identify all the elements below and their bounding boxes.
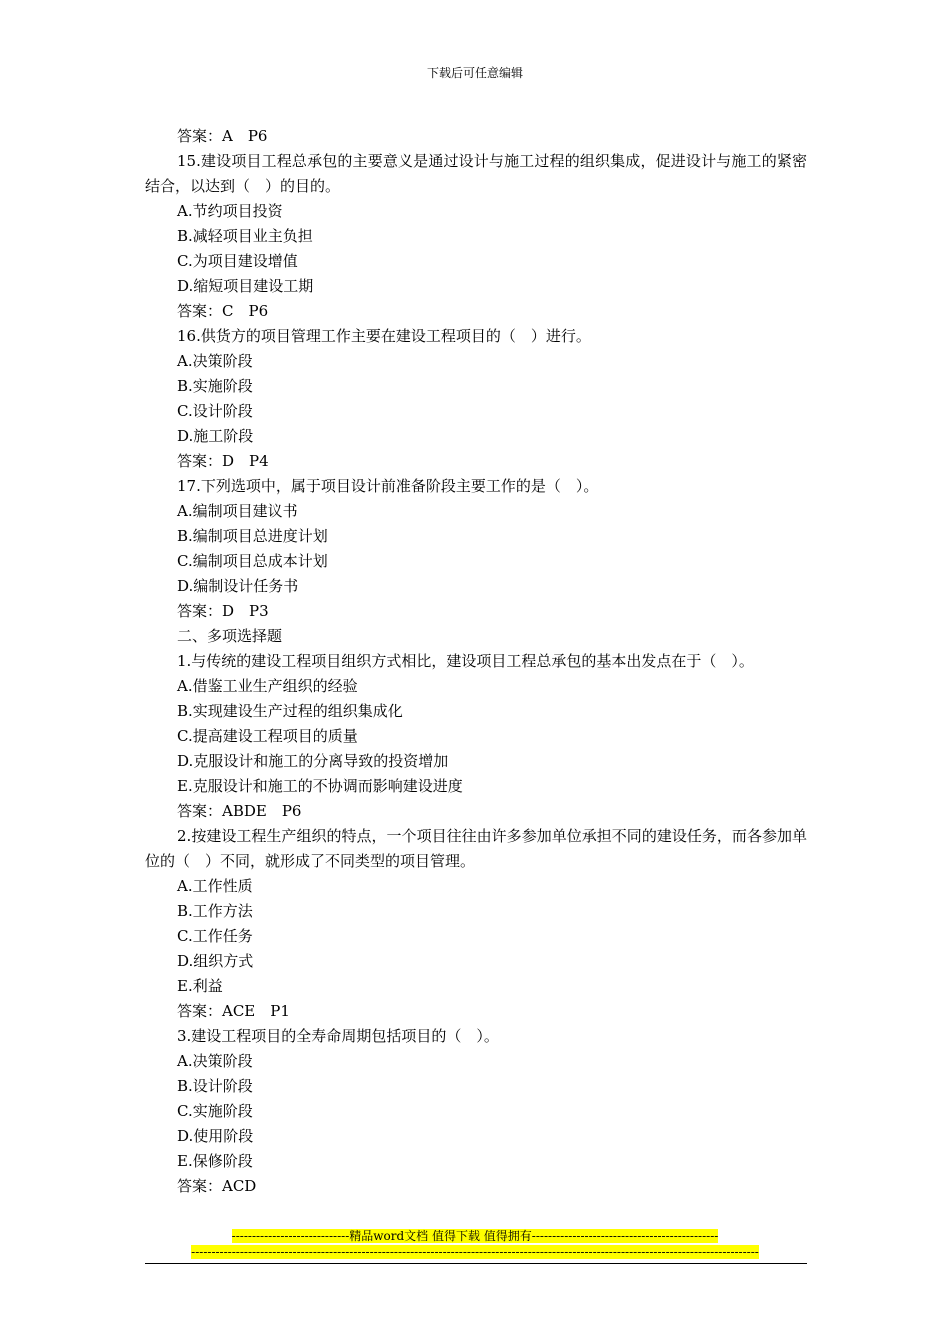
text-line: 二、多项选择题 <box>177 627 283 645</box>
page-header: 下载后可任意编辑 <box>426 66 523 80</box>
text-line: 答案：ACD <box>177 1177 257 1195</box>
footer-banner-text: -----------------------------精品word文档 值得下载 值得拥有---------------------------------------------- <box>231 1229 719 1243</box>
text-line: 2.按建设工程生产组织的特点，一个项目往往由许多参加单位承担不同的建设任务，而各参加单位的（ ）不同，就形成了不同类型的项目管理。 <box>145 827 807 870</box>
text-line: E.保修阶段 <box>177 1152 253 1170</box>
text-line: 16.供货方的项目管理工作主要在建设工程项目的（ ）进行。 <box>177 327 591 345</box>
text-line: 答案：D P3 <box>177 602 269 620</box>
text-line: 1.与传统的建设工程项目组织方式相比，建设项目工程总承包的基本出发点在于（ ）。 <box>177 652 754 670</box>
text-line: A.决策阶段 <box>177 352 253 370</box>
document-body <box>145 124 807 1199</box>
text-line: A.节约项目投资 <box>177 202 283 220</box>
text-line: 答案：ACE P1 <box>177 1002 290 1020</box>
text-line: C.编制项目总成本计划 <box>177 552 328 570</box>
text-line: C.工作任务 <box>177 927 253 945</box>
text-line: 答案：D P4 <box>177 452 269 470</box>
text-line: 15.建设项目工程总承包的主要意义是通过设计与施工过程的组织集成，促进设计与施工的紧密结合，以达到（ ）的目的。 <box>145 152 807 195</box>
text-line: C.提高建设工程项目的质量 <box>177 727 358 745</box>
text-line: A.编制项目建议书 <box>177 502 298 520</box>
text-line: 答案：ABDE P6 <box>177 802 302 820</box>
text-line: B.减轻项目业主负担 <box>177 227 313 245</box>
text-line: 17.下列选项中，属于项目设计前准备阶段主要工作的是（ ）。 <box>177 477 599 495</box>
text-line: B.实现建设生产过程的组织集成化 <box>177 702 403 720</box>
text-line: C.实施阶段 <box>177 1102 253 1120</box>
text-line: C.为项目建设增值 <box>177 252 298 270</box>
footer-dash-text: -------------------------------------------------------------------------------------------------------------------------------------------- <box>191 1245 759 1259</box>
text-line: 答案：C P6 <box>177 302 269 320</box>
text-line: B.工作方法 <box>177 902 253 920</box>
text-line: C.设计阶段 <box>177 402 253 420</box>
text-line: D.组织方式 <box>177 952 254 970</box>
footer-dash-line <box>0 1245 950 1259</box>
text-line: D.缩短项目建设工期 <box>177 277 314 295</box>
text-line: B.实施阶段 <box>177 377 253 395</box>
text-line: E.克服设计和施工的不协调而影响建设进度 <box>177 777 463 795</box>
text-line: E.利益 <box>177 977 223 995</box>
text-line: D.施工阶段 <box>177 427 254 445</box>
text-line: A.决策阶段 <box>177 1052 253 1070</box>
footer-rule <box>145 1263 807 1264</box>
text-line: D.克服设计和施工的分离导致的投资增加 <box>177 752 449 770</box>
text-line: D.编制设计任务书 <box>177 577 299 595</box>
text-line: D.使用阶段 <box>177 1127 254 1145</box>
text-line: A.借鉴工业生产组织的经验 <box>177 677 358 695</box>
footer-banner-line <box>0 1227 950 1244</box>
text-line: B.编制项目总进度计划 <box>177 527 328 545</box>
text-line: B.设计阶段 <box>177 1077 253 1095</box>
text-line: A.工作性质 <box>177 877 253 895</box>
text-line: 答案：A P6 <box>177 127 268 145</box>
text-line: 3.建设工程项目的全寿命周期包括项目的（ ）。 <box>177 1027 499 1045</box>
